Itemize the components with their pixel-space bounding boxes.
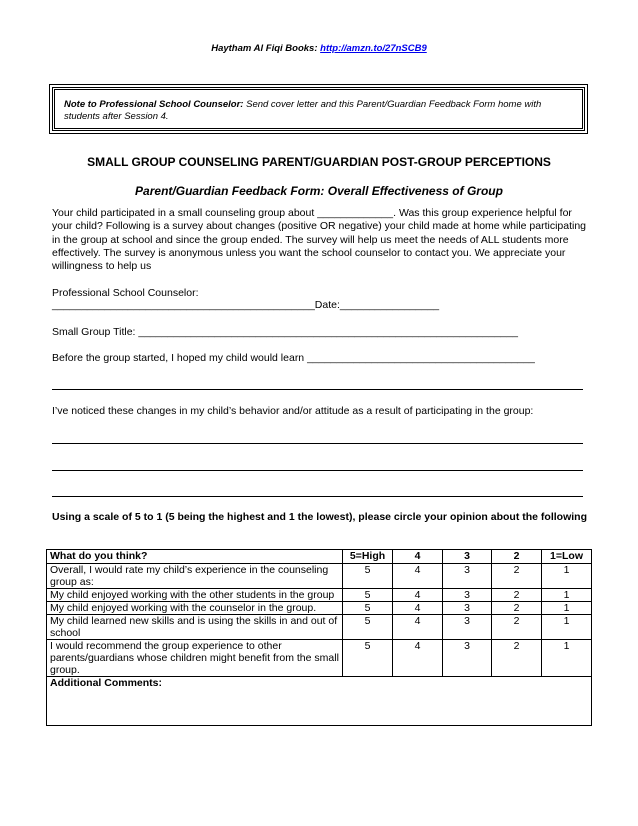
rating-4[interactable]: 4 xyxy=(393,602,443,615)
answer-line[interactable] xyxy=(52,470,583,471)
additional-comments-field[interactable]: Additional Comments: xyxy=(47,677,592,726)
rating-1[interactable]: 1 xyxy=(542,615,592,640)
scale-instruction: Using a scale of 5 to 1 (5 being the highest and 1 the lowest), please circle your opinion about the following xyxy=(52,511,587,523)
rating-3[interactable]: 3 xyxy=(443,602,492,615)
table-row xyxy=(47,615,592,640)
question-cell: I would recommend the group experience to other parents/guardians whose children might benefit from the small group. xyxy=(47,640,343,677)
table-row xyxy=(47,564,592,589)
answer-line[interactable] xyxy=(52,389,583,390)
books-link[interactable]: http://amzn.to/27nSCB9 xyxy=(320,43,427,54)
form-title: SMALL GROUP COUNSELING PARENT/GUARDIAN POST-GROUP PERCEPTIONS xyxy=(87,155,551,169)
rating-2[interactable]: 2 xyxy=(492,564,542,589)
answer-line[interactable] xyxy=(52,496,583,497)
rating-3[interactable]: 3 xyxy=(443,640,492,677)
changes-prompt: I’ve noticed these changes in my child’s behavior and/or attitude as a result of participating in the group: xyxy=(52,405,534,417)
rating-table xyxy=(46,549,592,726)
table-row xyxy=(47,640,592,677)
counselor-note-box xyxy=(52,87,585,131)
hoped-learn-field[interactable]: Before the group started, I hoped my child would learn _______________________________________ xyxy=(52,352,535,364)
rating-4[interactable]: 4 xyxy=(393,564,443,589)
rating-2[interactable]: 2 xyxy=(492,640,542,677)
rating-1[interactable]: 1 xyxy=(542,589,592,602)
header-question: What do you think? xyxy=(47,550,343,564)
header-1: 1=Low xyxy=(542,550,592,564)
note-text: Send cover letter and this Parent/Guardian Feedback Form home with students after Session 4. xyxy=(64,99,542,122)
question-cell: My child learned new skills and is using the skills in and out of school xyxy=(47,615,343,640)
counselor-label: Professional School Counselor: xyxy=(52,287,199,299)
rating-2[interactable]: 2 xyxy=(492,589,542,602)
rating-1[interactable]: 1 xyxy=(542,640,592,677)
rating-5[interactable]: 5 xyxy=(343,640,393,677)
rating-3[interactable]: 3 xyxy=(443,564,492,589)
intro-paragraph: Your child participated in a small counseling group about _____________. Was this group experience helpful for your child? Following is a survey about changes (positive OR negative) your child made at home while participating in the group at school and since the group ended. The survey will help us meet the needs of ALL students more effectively. The survey is anonymous unless you want the school counselor to contact you. We appreciate your willingness to help us xyxy=(52,207,587,273)
counselor-date-line[interactable]: _____________________________________________Date:_________________ xyxy=(52,299,440,311)
rating-1[interactable]: 1 xyxy=(542,602,592,615)
question-cell: My child enjoyed working with the other students in the group xyxy=(47,589,343,602)
header-4: 4 xyxy=(393,550,443,564)
page-header xyxy=(0,43,638,54)
rating-3[interactable]: 3 xyxy=(443,615,492,640)
rating-5[interactable]: 5 xyxy=(343,564,393,589)
rating-1[interactable]: 1 xyxy=(542,564,592,589)
table-row xyxy=(47,589,592,602)
header-2: 2 xyxy=(492,550,542,564)
header-3: 3 xyxy=(443,550,492,564)
rating-2[interactable]: 2 xyxy=(492,615,542,640)
form-subtitle: Parent/Guardian Feedback Form: Overall Effectiveness of Group xyxy=(135,184,503,198)
header-5: 5=High xyxy=(343,550,393,564)
rating-4[interactable]: 4 xyxy=(393,640,443,677)
table-row xyxy=(47,602,592,615)
header-prefix: Haytham Al Fiqi Books: xyxy=(211,43,321,54)
table-header-row xyxy=(47,550,592,564)
note-label: Note to Professional School Counselor: xyxy=(64,99,244,110)
rating-4[interactable]: 4 xyxy=(393,589,443,602)
rating-5[interactable]: 5 xyxy=(343,589,393,602)
rating-5[interactable]: 5 xyxy=(343,615,393,640)
rating-3[interactable]: 3 xyxy=(443,589,492,602)
answer-line[interactable] xyxy=(52,443,583,444)
question-cell: Overall, I would rate my child’s experience in the counseling group as: xyxy=(47,564,343,589)
counselor-note xyxy=(64,99,573,122)
question-cell: My child enjoyed working with the counselor in the group. xyxy=(47,602,343,615)
rating-2[interactable]: 2 xyxy=(492,602,542,615)
comments-row xyxy=(47,677,592,726)
rating-4[interactable]: 4 xyxy=(393,615,443,640)
rating-5[interactable]: 5 xyxy=(343,602,393,615)
group-title-field[interactable]: Small Group Title: _________________________________________________________________ xyxy=(52,326,518,338)
